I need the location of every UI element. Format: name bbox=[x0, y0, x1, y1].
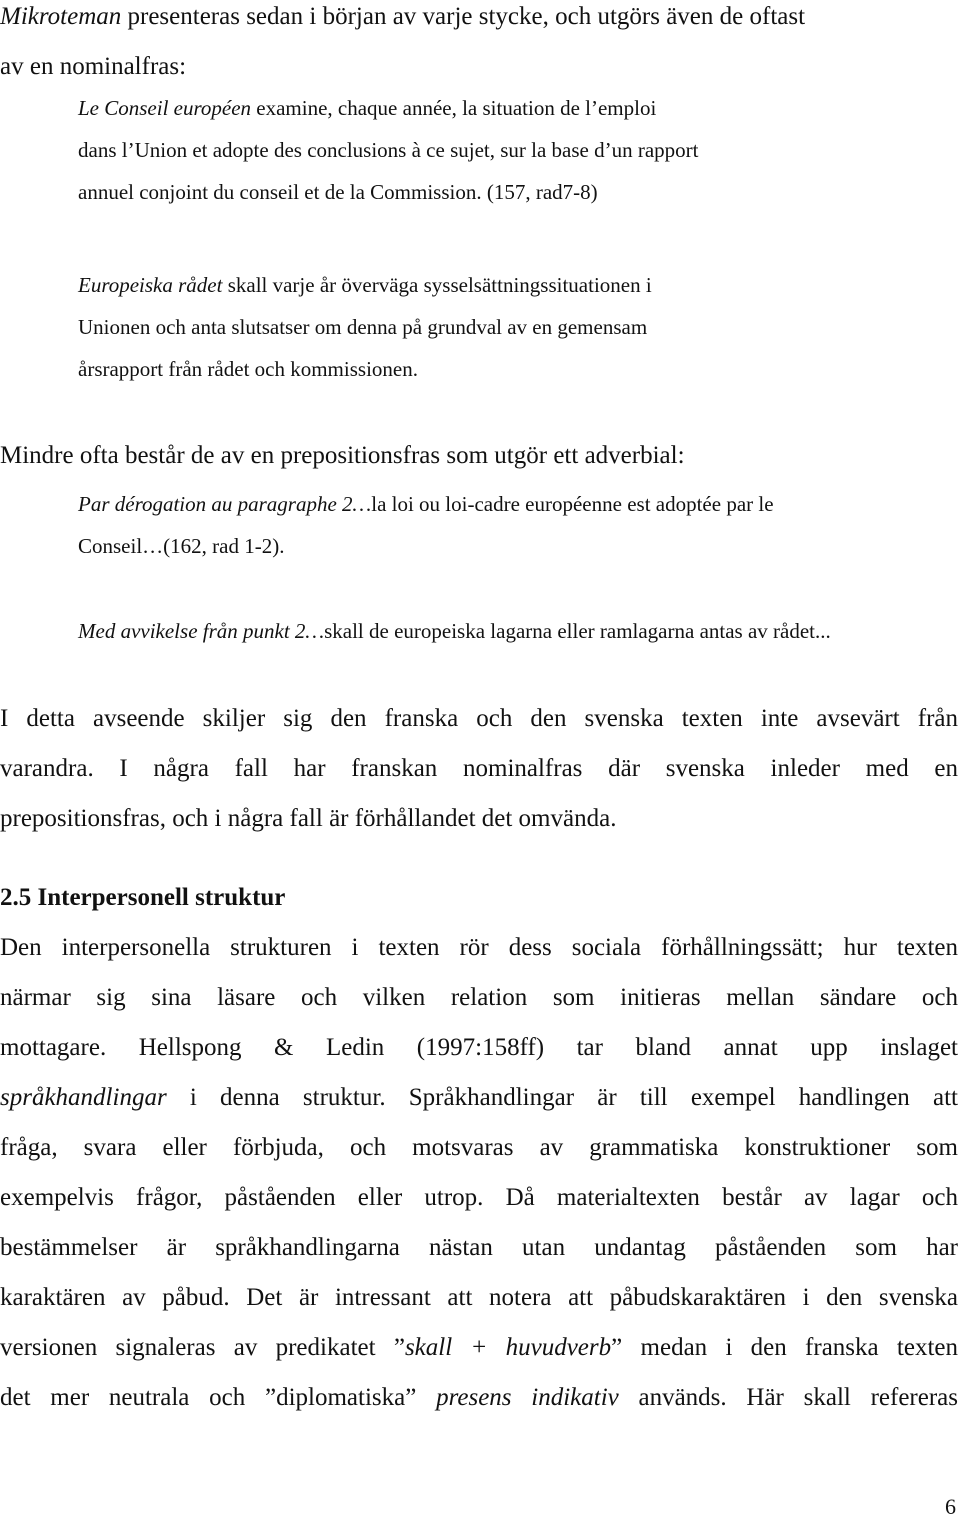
quote-swedish-1: Europeiska rådet skall varje år överväga sysselsättningssituationen i Unionen och anta slutsatser om denna på grundval av en gemensam årsrapport från rådet och kommissionen. bbox=[78, 273, 652, 381]
quote-french-2: Par dérogation au paragraphe 2…la loi ou loi-cadre européenne est adoptée par le Conseil…(162, rad 1-2). bbox=[78, 492, 774, 558]
paragraph-interpersonal: Den interpersonella strukturen i texten rör dess sociala förhållningssätt; hur texten närmar sig sina läsare och vilken relation som initieras mellan sändare och mottagare. Hellspong & Ledin (1997:158ff) tar bland annat upp inslaget språkhandlingar i denna struktur. Språkhandlingar är till exempel handlingen att fråga, svara eller förbjuda, och motsvaras av grammatiska konstruktioner som exempelvis frågor, påståenden eller utrop. Då materialtexten består av lagar och bestämmelser är språkhandlingarna nästan utan undantag påståenden som har karaktären av påbud. Det är intressant att notera att påbudskaraktären i den svenska versionen signaleras av predikatet ”skall + huvudverb” medan i den franska texten det mer neutrala och ”diplomatiska” presens indikativ används. Här skall refereras bbox=[0, 934, 959, 1411]
paragraph-comparison: I detta avseende skiljer sig den franska och den svenska texten inte avsevärt från varandra. I några fall har franskan nominalfras där svenska inleder med en prepositionsfras, och i några fall är förhållandet det omvända. bbox=[0, 705, 958, 832]
page-number: 6 bbox=[945, 1494, 956, 1519]
paragraph-intro: Mikroteman presenteras sedan i början av varje stycke, och utgörs även de oftast av en nominalfras: bbox=[0, 3, 806, 80]
paragraph-prepositional: Mindre ofta består de av en prepositionsfras som utgör ett adverbial: bbox=[0, 442, 685, 469]
section-heading: 2.5 Interpersonell struktur bbox=[0, 884, 286, 911]
quote-french-1: Le Conseil européen examine, chaque année, la situation de l’emploi dans l’Union et adopte des conclusions à ce sujet, sur la base d’un rapport annuel conjoint du conseil et de la Commission. (157, rad7-8) bbox=[78, 96, 699, 204]
quote-swedish-2: Med avvikelse från punkt 2…skall de europeiska lagarna eller ramlagarna antas av rådet... bbox=[78, 619, 831, 643]
italic-term: Mikroteman bbox=[0, 3, 122, 30]
